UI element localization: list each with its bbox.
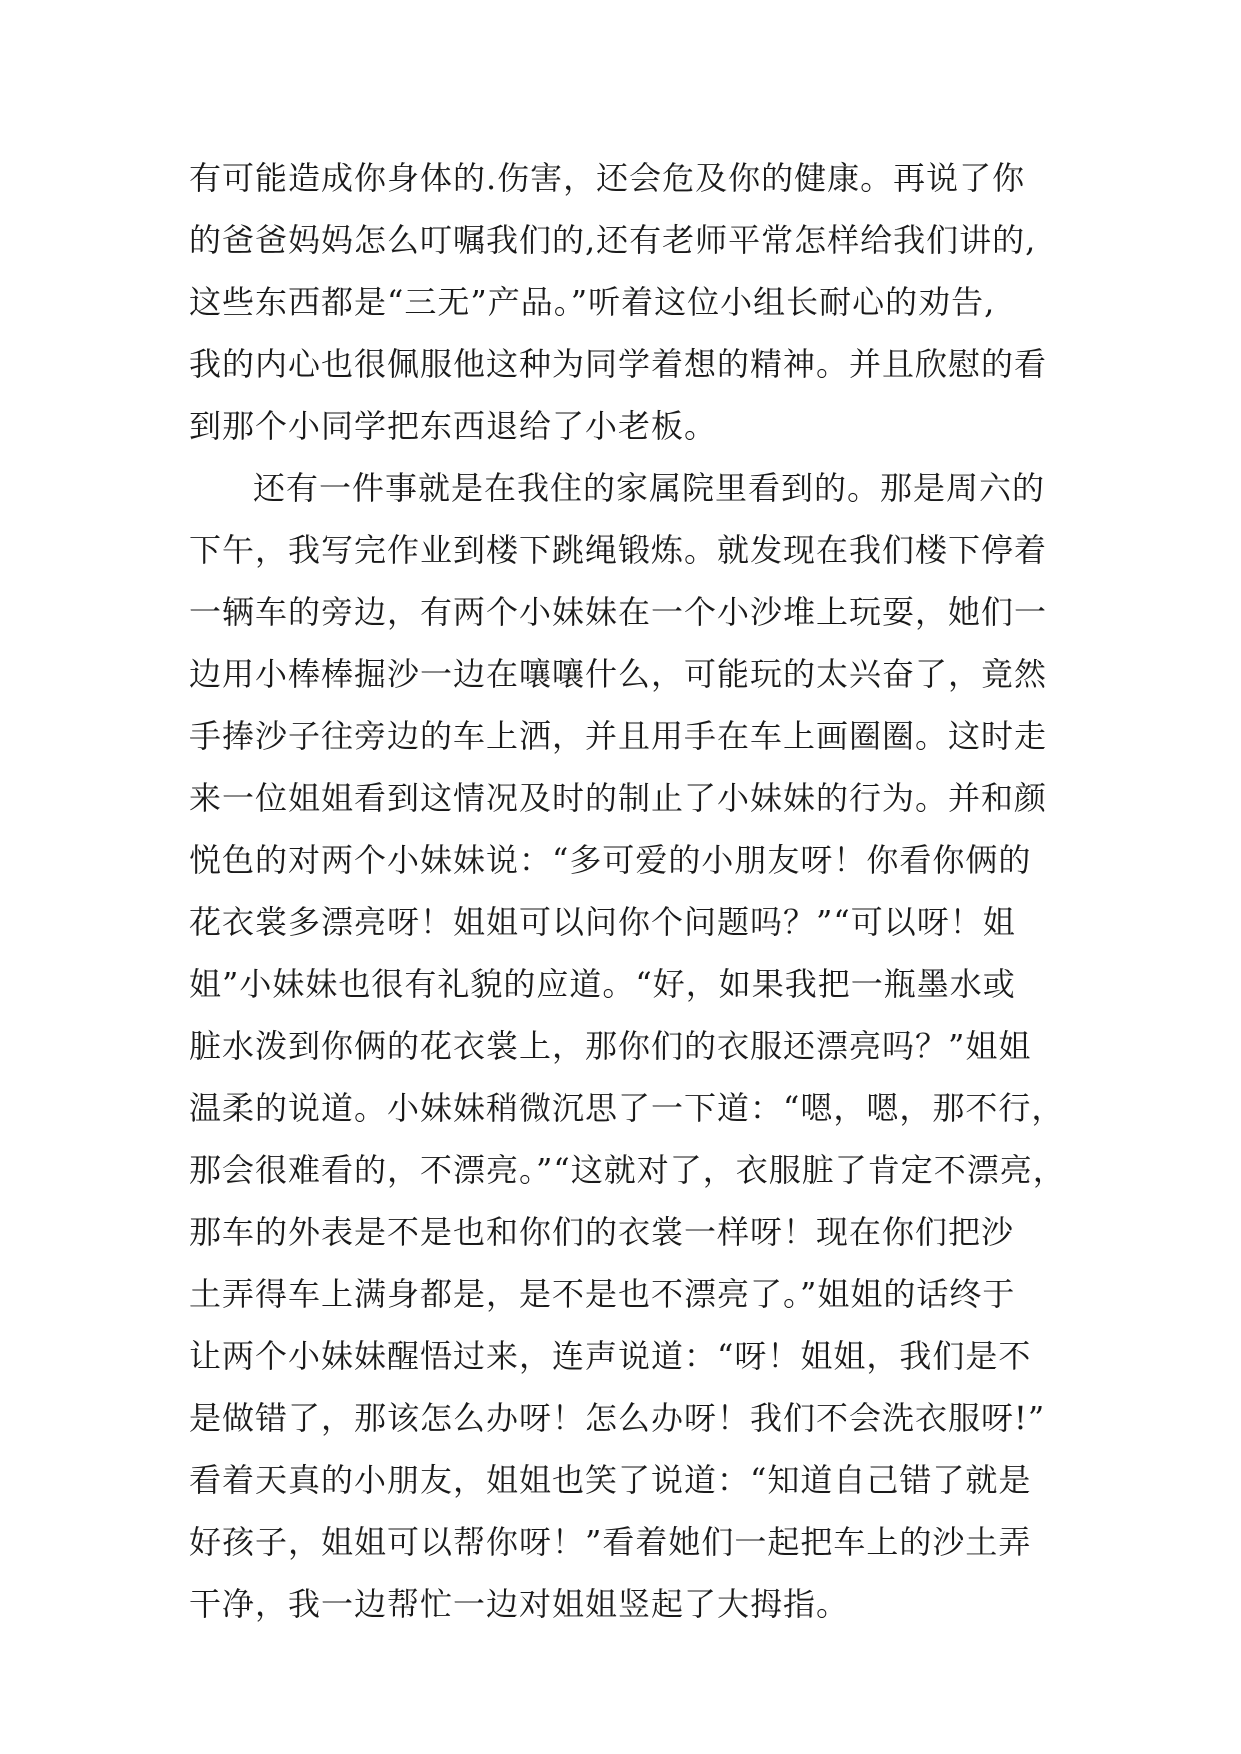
- text-line: 是做错了，那该怎么办呀！怎么办呀！我们不会洗衣服呀!”: [189, 1399, 1046, 1437]
- text-line: 悦色的对两个小妹妹说：“多可爱的小朋友呀！你看你俩的: [189, 841, 1032, 879]
- text-line: 花衣裳多漂亮呀！姐姐可以问你个问题吗？”“可以呀！姐: [189, 903, 1016, 941]
- text-line: 我的内心也很佩服他这种为同学着想的精神。并且欣慰的看: [189, 345, 1048, 383]
- text-line: 来一位姐姐看到这情况及时的制止了小妹妹的行为。并和颜: [189, 779, 1048, 817]
- document-body: [189, 147, 1069, 1635]
- text-line: 一辆车的旁边，有两个小妹妹在一个小沙堆上玩耍，她们一: [189, 593, 1048, 631]
- text-line: 好孩子，姐姐可以帮你呀！”看着她们一起把车上的沙土弄: [189, 1523, 1032, 1561]
- paragraph-2: [189, 457, 1069, 1635]
- text-line: 边用小棒棒掘沙一边在嚷嚷什么，可能玩的太兴奋了，竟然: [189, 655, 1048, 693]
- text-line: 土弄得车上满身都是，是不是也不漂亮了。”姐姐的话终于: [189, 1275, 1016, 1313]
- text-line: 看着天真的小朋友，姐姐也笑了说道：“知道自己错了就是: [189, 1461, 1032, 1499]
- paragraph-1: [189, 147, 1069, 457]
- text-line: 下午，我写完作业到楼下跳绳锻炼。就发现在我们楼下停着: [189, 531, 1048, 569]
- text-line: 还有一件事就是在我住的家属院里看到的。那是周六的: [253, 469, 1046, 507]
- text-line: 那车的外表是不是也和你们的衣裳一样呀！现在你们把沙: [189, 1213, 1015, 1251]
- text-line: 让两个小妹妹醒悟过来，连声说道：“呀！姐姐，我们是不: [189, 1337, 1032, 1375]
- text-line: 姐”小妹妹也很有礼貌的应道。“好，如果我把一瓶墨水或: [189, 965, 1016, 1003]
- text-line: 温柔的说道。小妹妹稍微沉思了一下道：“嗯，嗯，那不行，: [189, 1089, 1065, 1127]
- text-line: 干净，我一边帮忙一边对姐姐竖起了大拇指。: [189, 1585, 850, 1623]
- text-line: 手捧沙子往旁边的车上洒，并且用手在车上画圈圈。这时走: [189, 717, 1048, 755]
- text-line: 这些东西都是“三无”产品。”听着这位小组长耐心的劝告,: [189, 283, 996, 321]
- text-line: 到那个小同学把东西退给了小老板。: [189, 407, 718, 445]
- text-line: 的爸爸妈妈怎么叮嘱我们的,还有老师平常怎样给我们讲的,: [189, 221, 1037, 259]
- text-line: 那会很难看的，不漂亮。”“这就对了，衣服脏了肯定不漂亮，: [189, 1151, 1066, 1189]
- text-line: 有可能造成你身体的.伤害，还会危及你的健康。再说了你: [189, 159, 1026, 197]
- text-line: 脏水泼到你俩的花衣裳上，那你们的衣服还漂亮吗？”姐姐: [189, 1027, 1032, 1065]
